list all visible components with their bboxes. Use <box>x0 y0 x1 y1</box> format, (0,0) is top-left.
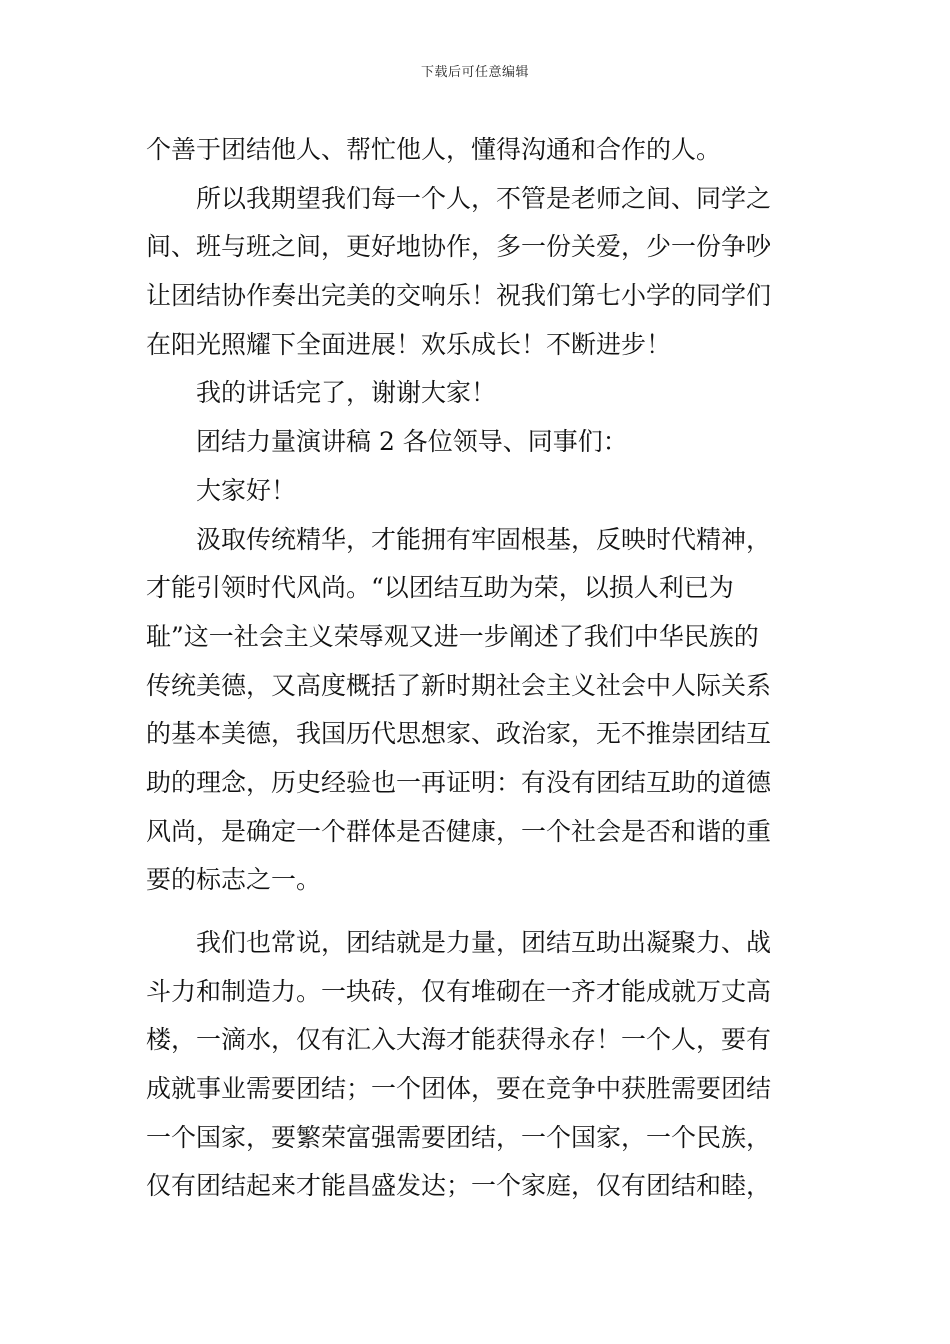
text-line: 楼，一滴水，仅有汇入大海才能获得永存！一个人，要有 <box>146 1025 772 1055</box>
text-line: 风尚，是确定一个群体是否健康，一个社会是否和谐的重 <box>146 816 772 846</box>
text-line: 所以我期望我们每一个人，不管是老师之间、同学之 <box>196 183 772 213</box>
text-line: 成就事业需要团结；一个团体，要在竞争中获胜需要团结 <box>146 1074 772 1104</box>
text-line: 斗力和制造力。一块砖，仅有堆砌在一齐才能成就万丈高 <box>146 976 772 1006</box>
text-line: 的基本美德，我国历代思想家、政治家，无不推崇团结互 <box>146 719 772 749</box>
text-line: 耻”这一社会主义荣辱观又进一步阐述了我们中华民族的 <box>146 621 759 651</box>
text-line: 大家好！ <box>196 475 297 505</box>
text-line: 一个国家，要繁荣富强需要团结，一个国家，一个民族， <box>146 1122 772 1152</box>
text-line: 传统美德，又高度概括了新时期社会主义社会中人际关系 <box>146 670 772 700</box>
text-line: 间、班与班之间，更好地协作，多一份关爱，少一份争吵 <box>146 232 772 262</box>
text-line: 助的理念，历史经验也一再证明：有没有团结互助的道德 <box>146 767 772 797</box>
text-line: 要的标志之一。 <box>146 865 322 895</box>
page-header: 下载后可任意编辑 <box>420 65 529 80</box>
text-line: 才能引领时代风尚。“以团结互助为荣，以损人利已为 <box>146 573 734 603</box>
text-line: 在阳光照耀下全面进展！欢乐成长！不断进步！ <box>146 329 672 359</box>
text-line: 让团结协作奏出完美的交响乐！祝我们第七小学的同学们 <box>146 281 772 311</box>
document-body <box>146 126 810 1211</box>
text-line: 团结力量演讲稿 2 各位领导、同事们： <box>196 427 628 457</box>
text-line: 个善于团结他人、帮忙他人，懂得沟通和合作的人。 <box>146 135 722 164</box>
text-line: 汲取传统精华，才能拥有牢固根基，反映时代精神， <box>196 524 772 554</box>
text-line: 仅有团结起来才能昌盛发达；一个家庭，仅有团结和睦， <box>146 1171 772 1201</box>
text-line: 我们也常说，团结就是力量，团结互助出凝聚力、战 <box>196 928 772 957</box>
text-line: 我的讲话完了，谢谢大家！ <box>196 378 497 408</box>
